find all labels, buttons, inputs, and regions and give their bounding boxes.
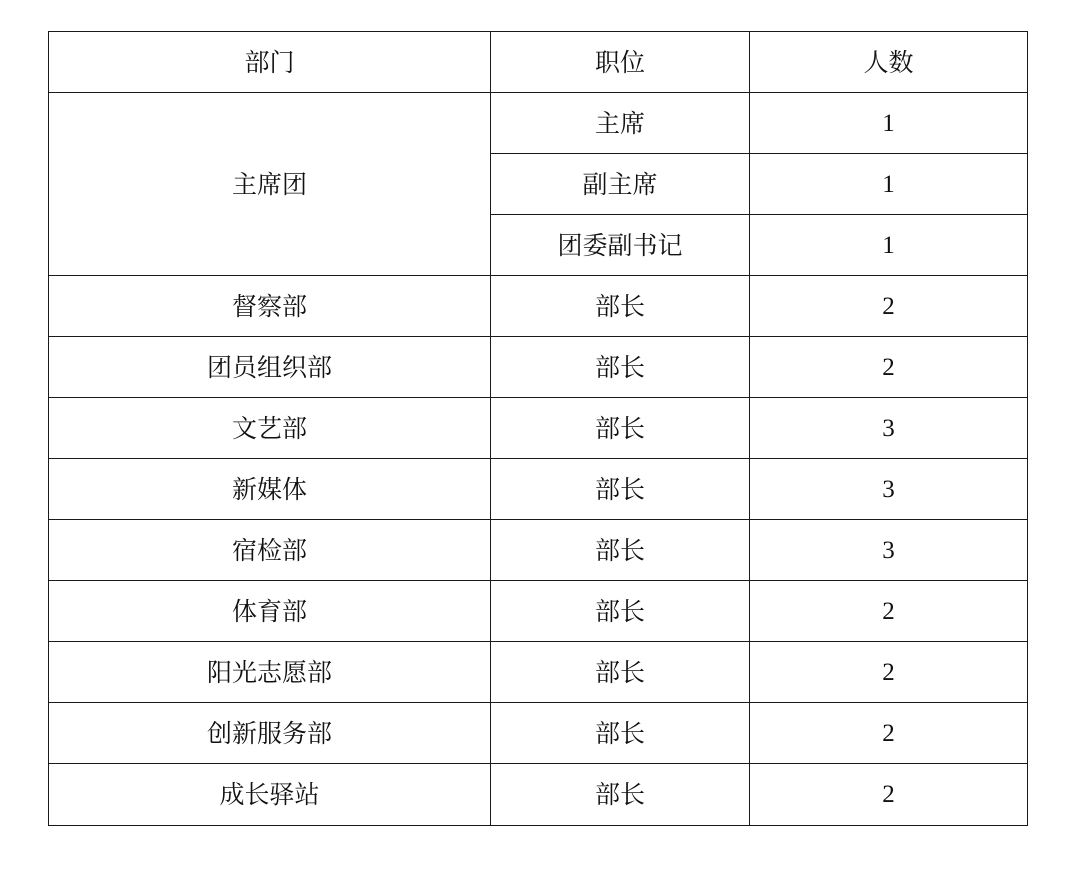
count-cell: 3 bbox=[750, 520, 1028, 581]
department-cell: 督察部 bbox=[49, 276, 491, 337]
count-cell: 2 bbox=[750, 764, 1028, 826]
position-cell: 部长 bbox=[491, 764, 750, 826]
department-cell: 宿检部 bbox=[49, 520, 491, 581]
count-cell: 1 bbox=[750, 154, 1028, 215]
department-cell: 成长驿站 bbox=[49, 764, 491, 826]
position-cell: 部长 bbox=[491, 581, 750, 642]
table-body bbox=[49, 32, 1028, 826]
department-roster-table bbox=[48, 31, 1028, 826]
table-row bbox=[49, 276, 1028, 337]
department-cell: 创新服务部 bbox=[49, 703, 491, 764]
department-cell: 主席团 bbox=[49, 93, 491, 276]
position-cell: 部长 bbox=[491, 398, 750, 459]
position-cell: 部长 bbox=[491, 703, 750, 764]
table-row bbox=[49, 337, 1028, 398]
department-cell: 阳光志愿部 bbox=[49, 642, 491, 703]
header-row bbox=[49, 32, 1028, 93]
department-cell: 体育部 bbox=[49, 581, 491, 642]
department-cell: 团员组织部 bbox=[49, 337, 491, 398]
header-position: 职位 bbox=[491, 32, 750, 93]
position-cell: 主席 bbox=[491, 93, 750, 154]
table-row bbox=[49, 764, 1028, 826]
count-cell: 2 bbox=[750, 642, 1028, 703]
count-cell: 3 bbox=[750, 398, 1028, 459]
table-row bbox=[49, 459, 1028, 520]
count-cell: 2 bbox=[750, 276, 1028, 337]
position-cell: 部长 bbox=[491, 520, 750, 581]
position-cell: 部长 bbox=[491, 337, 750, 398]
position-cell: 部长 bbox=[491, 276, 750, 337]
department-cell: 文艺部 bbox=[49, 398, 491, 459]
position-cell: 部长 bbox=[491, 459, 750, 520]
header-department: 部门 bbox=[49, 32, 491, 93]
table-row bbox=[49, 93, 1028, 154]
table-row bbox=[49, 703, 1028, 764]
position-cell: 副主席 bbox=[491, 154, 750, 215]
count-cell: 2 bbox=[750, 581, 1028, 642]
position-cell: 部长 bbox=[491, 642, 750, 703]
count-cell: 1 bbox=[750, 215, 1028, 276]
department-cell: 新媒体 bbox=[49, 459, 491, 520]
table-row bbox=[49, 520, 1028, 581]
count-cell: 3 bbox=[750, 459, 1028, 520]
header-count: 人数 bbox=[750, 32, 1028, 93]
table-row bbox=[49, 642, 1028, 703]
table-row bbox=[49, 398, 1028, 459]
count-cell: 2 bbox=[750, 703, 1028, 764]
count-cell: 2 bbox=[750, 337, 1028, 398]
count-cell: 1 bbox=[750, 93, 1028, 154]
table-row bbox=[49, 581, 1028, 642]
position-cell: 团委副书记 bbox=[491, 215, 750, 276]
